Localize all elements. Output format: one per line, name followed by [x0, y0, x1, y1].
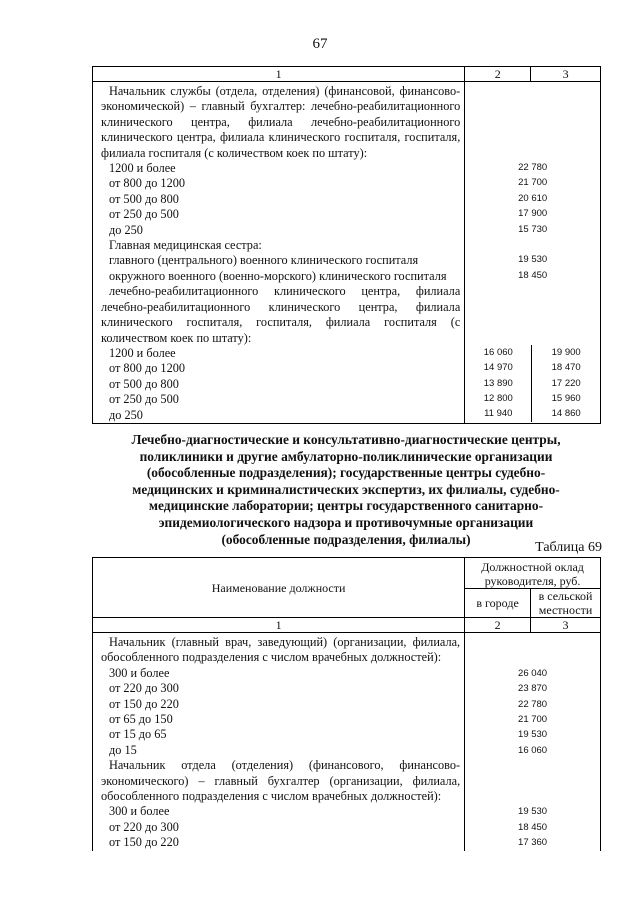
list-item: главного (центрального) военного клинического госпиталя [109, 253, 419, 268]
salary-value: 18 450 [518, 269, 548, 281]
salary-value: 21 700 [518, 713, 548, 725]
column-header-city: в городе [465, 589, 531, 618]
salary-value: 17 900 [518, 208, 548, 220]
list-item: до 15 [109, 742, 137, 757]
table-number-row: 1 2 3 [93, 618, 601, 633]
rural-salary-column [532, 345, 600, 422]
chief-accountant-description: Начальник отдела (отделения) (финансового, финансово-экономического) – главный бухгалтер (организации, филиала, обособленного подразделения с числом врачебных должностей): [101, 758, 461, 804]
split-salary-table [465, 345, 600, 422]
list-item: от 150 до 220 [109, 696, 179, 711]
salary-value: 15 960 [551, 392, 581, 404]
list-item: от 800 до 1200 [109, 176, 186, 191]
table-row [93, 82, 601, 424]
list-item: от 150 до 220 [109, 835, 179, 850]
salary-value: 13 890 [483, 377, 513, 389]
list-item: от 800 до 1200 [109, 361, 186, 376]
list-item: от 220 до 300 [109, 681, 179, 696]
salary-value: 16 060 [483, 346, 513, 358]
list-item: от 15 до 65 [109, 727, 167, 742]
column-number-1: 1 [93, 67, 465, 82]
list-item: от 500 до 800 [109, 191, 179, 206]
list-item: до 250 [109, 407, 143, 422]
salary-cell [465, 82, 601, 424]
list-item: 1200 и более [109, 161, 176, 176]
salary-value: 20 610 [518, 192, 548, 204]
list-item: до 250 [109, 222, 143, 237]
merged-salary-values [465, 666, 600, 851]
positions-cell [93, 633, 465, 851]
salary-value: 18 450 [518, 821, 548, 833]
list-item: от 250 до 500 [109, 207, 179, 222]
salary-value: 19 530 [518, 806, 548, 818]
salary-cell [465, 633, 601, 851]
list-item: от 220 до 300 [109, 819, 179, 834]
list-item: от 500 до 800 [109, 376, 179, 391]
chief-accountant-description: Начальник службы (отдела, отделения) (финансовой, финансово-экономической) – главный бухгалтер: лечебно-реабилитационного клинического центра, филиала лечебно-реабилитационного клинического центра, филиала клинического госпиталя, госпиталя, филиала госпиталя (с количеством коек по штату): [101, 84, 461, 160]
salary-value: 19 530 [518, 254, 548, 266]
salary-value: 23 870 [518, 683, 548, 695]
list-item: от 65 до 150 [109, 712, 173, 727]
positions-cell [93, 82, 465, 424]
salary-value: 14 860 [551, 408, 581, 420]
salary-value: 18 470 [551, 362, 581, 374]
salary-table-69 [92, 557, 601, 851]
column-header-rural: в сельской местности [531, 589, 601, 618]
salary-value: 11 940 [484, 408, 513, 420]
salary-value: 12 800 [483, 392, 513, 404]
list-item: 1200 и более [109, 345, 176, 360]
head-physician-description: Начальник (главный врач, заведующий) (организации, филиала, обособленного подразделения с числом врачебных должностей): [101, 635, 461, 665]
salary-value: 14 970 [483, 362, 513, 374]
merged-salary-values [465, 160, 600, 283]
city-salary-column [465, 345, 532, 422]
salary-value: 16 060 [518, 744, 548, 756]
column-header-position: Наименование должности [93, 558, 465, 618]
table-header-row [93, 67, 601, 82]
salary-value: 19 900 [551, 346, 581, 358]
head-nurse-description: лечебно-реабилитационного клинического центра, филиала лечебно-реабилитационного клинического центра, филиала клинического госпиталя, госпиталя, филиала госпиталя (с количеством коек по штату): [101, 284, 461, 345]
list-item: 300 и более [109, 804, 170, 819]
column-number-3: 3 [531, 67, 601, 82]
list-item: окружного военного (военно-морского) клинического госпиталя [109, 268, 447, 283]
salary-value: 17 360 [518, 837, 548, 849]
salary-value: 19 530 [518, 729, 548, 741]
salary-value: 22 780 [518, 698, 548, 710]
section-title: Лечебно-диагностические и консультативно-диагностические центры, поликлиники и другие амбулаторно-поликлинические организации (обособленные подразделения); государственные центры судебно- медицинских и криминалистических экспертиз, их филиалы, судебно- медицинские лаборатории; центры государственного санитарно- эпидемиологического надзора и противочумные организации (обособленные подразделения, филиалы) [131, 432, 561, 547]
salary-value: 26 040 [518, 667, 548, 679]
column-header-salary: Должностной оклад руководителя, руб. [465, 558, 601, 589]
salary-value: 17 220 [551, 377, 581, 389]
salary-value: 21 700 [518, 177, 548, 189]
head-nurse-title: Главная медицинская сестра: [109, 238, 262, 253]
list-item: от 250 до 500 [109, 392, 179, 407]
salary-value: 15 730 [518, 223, 548, 235]
column-number-2: 2 [465, 67, 531, 82]
salary-value: 22 780 [518, 162, 548, 173]
salary-table-continued [92, 66, 601, 424]
page-number: 67 [312, 36, 328, 52]
list-item: 300 и более [109, 665, 170, 680]
table-row [93, 633, 601, 851]
table-label: Таблица 69 [535, 540, 602, 555]
